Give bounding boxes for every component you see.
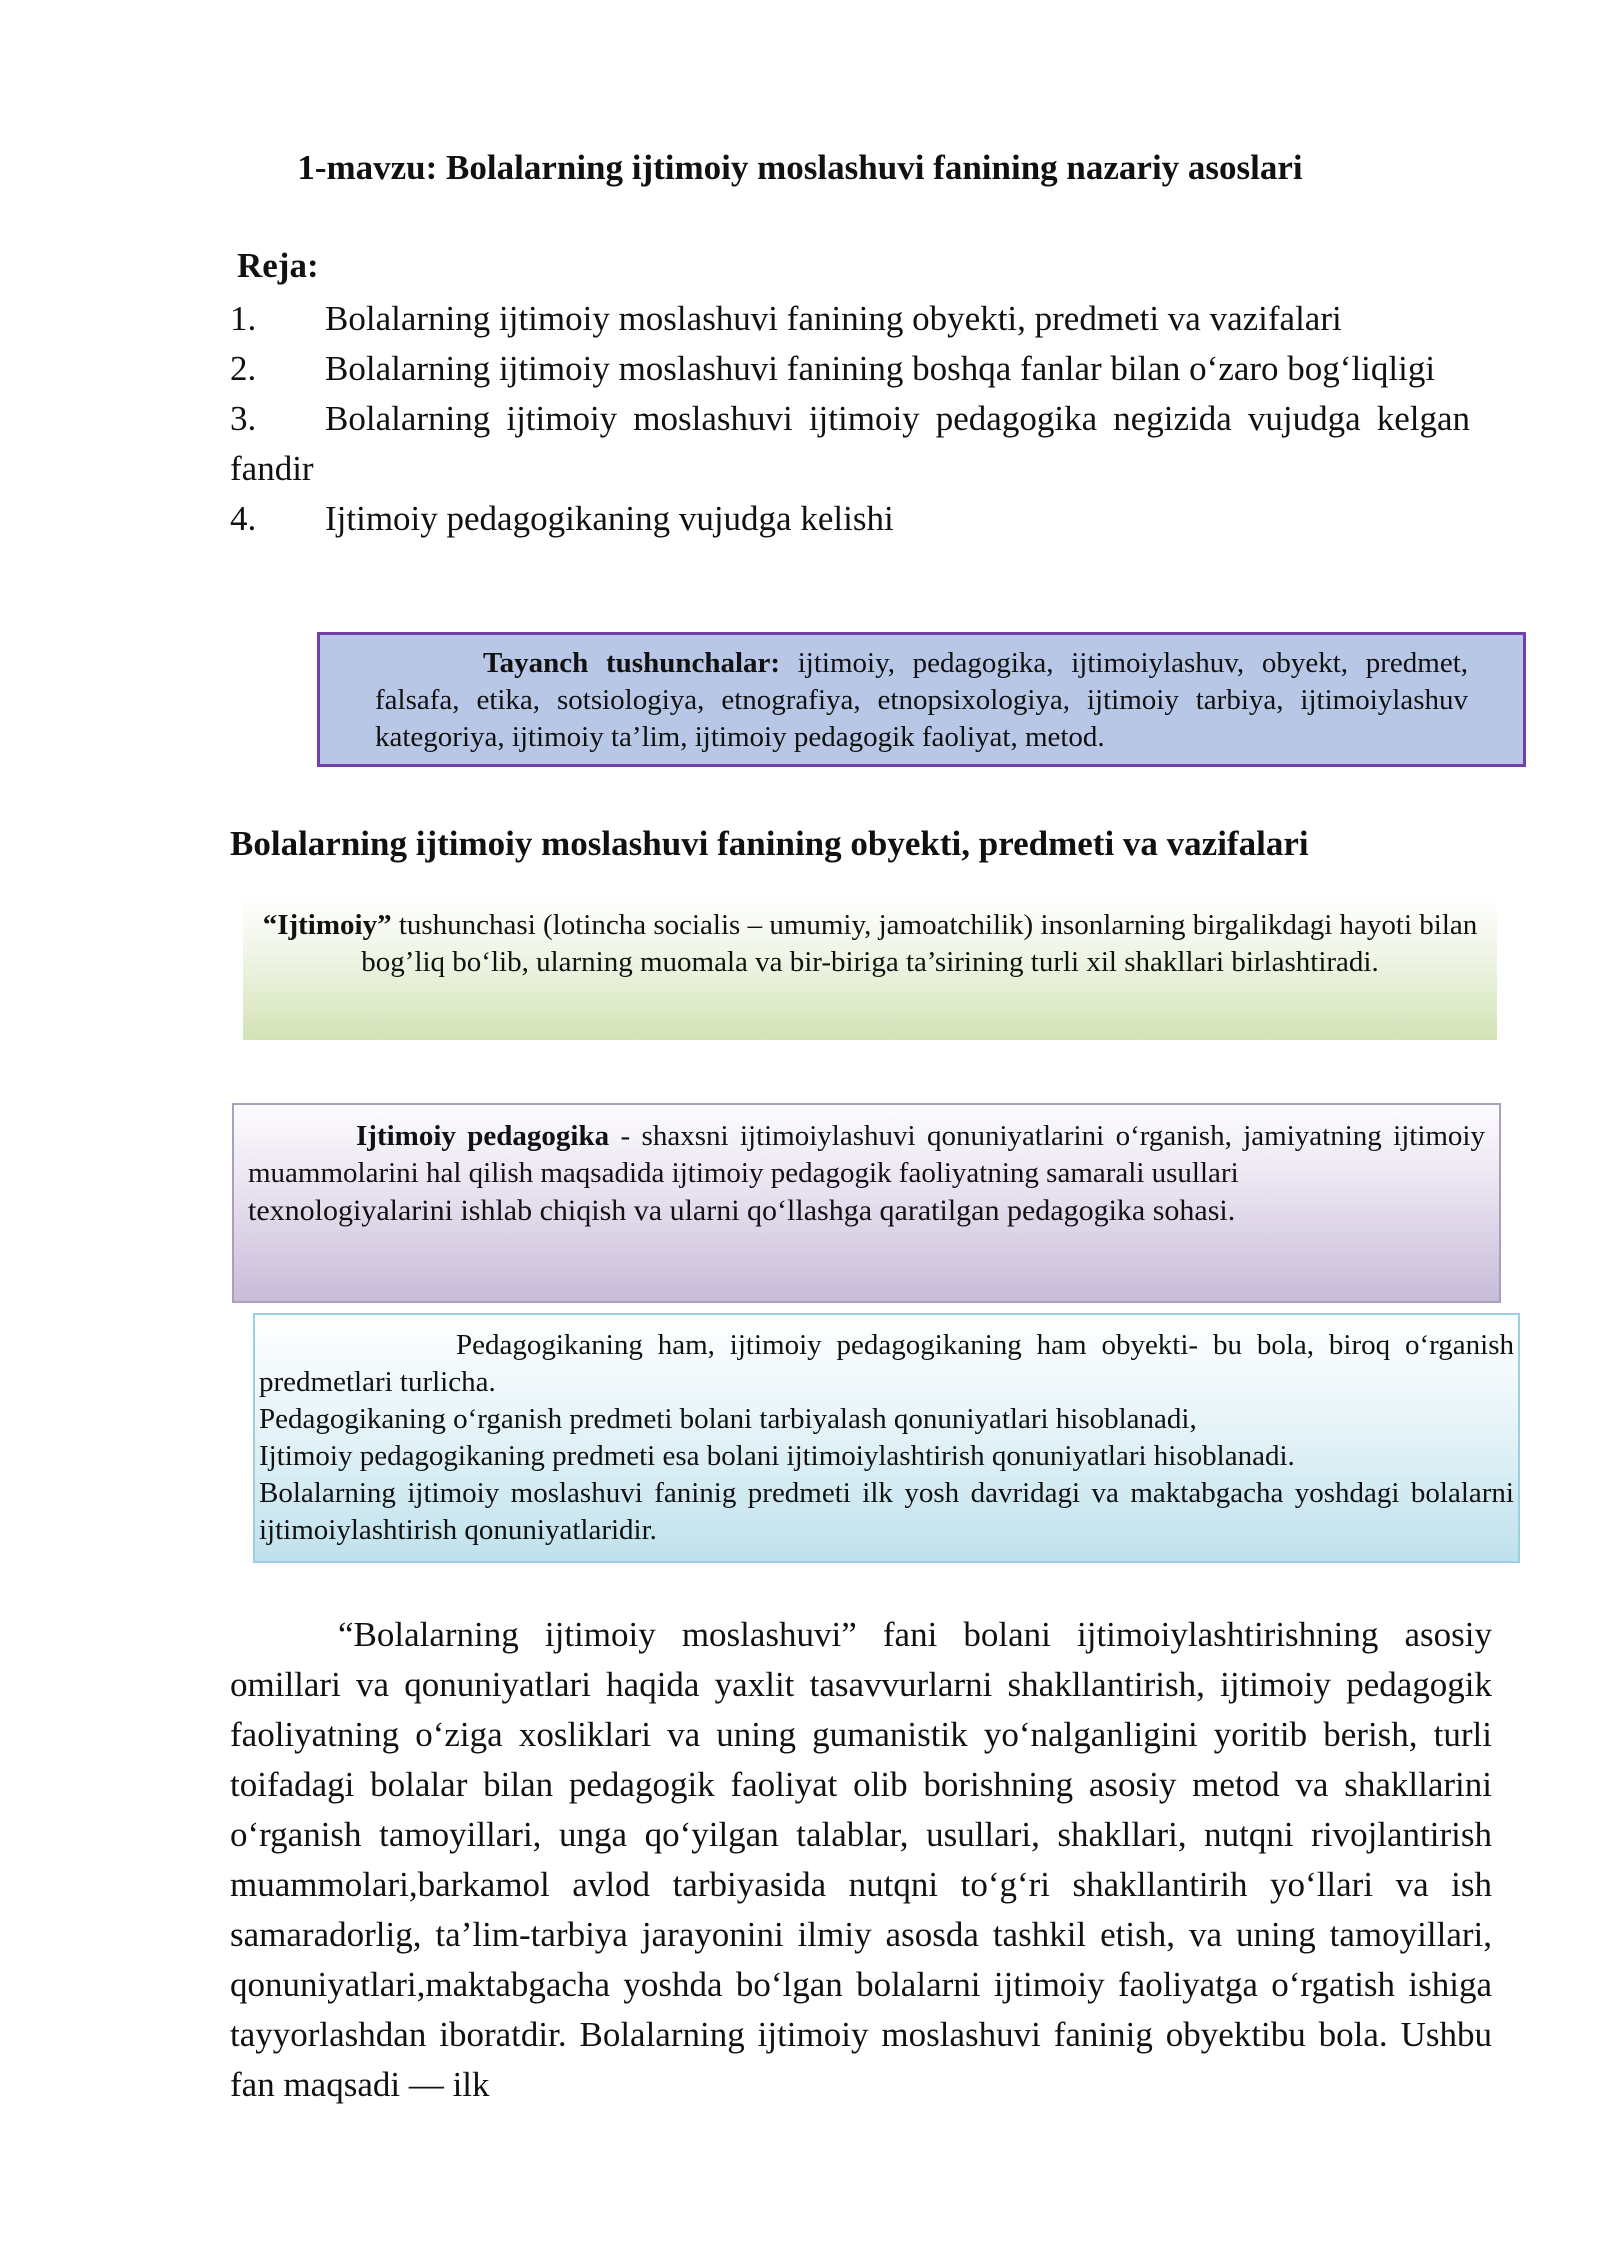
plan-item <box>230 494 1470 544</box>
pedagogika-definition-text: - shaxsni ijtimoiylashuvi qonuniyatlarini o‘rganish, jamiyatning ijtimoiy muammolarini hal qilish maqsadida ijtimoiy pedagogik faoliyatning samarali usullari <box>248 1120 1485 1189</box>
obyekt-line: Pedagogikaning o‘rganish predmeti bolani tarbiyalash qonuniyatlari hisoblanadi, <box>259 1403 1197 1435</box>
plan-item <box>230 294 1470 344</box>
plan-item-number: 3. <box>230 399 257 438</box>
key-concepts-label: Tayanch tushunchalar: <box>483 647 781 679</box>
plan-item-text: Bolalarning ijtimoiy moslashuvi fanining boshqa fanlar bilan o‘zaro bog‘liqligi <box>325 349 1436 388</box>
section-heading: Bolalarning ijtimoiy moslashuvi fanining obyekti, predmeti va vazifalari <box>230 824 1309 863</box>
pedagogika-definition-continuation: texnologiyalarini ishlab chiqish va ularni qo‘llashga qaratilgan pedagogika sohasi. <box>248 1194 1236 1227</box>
body-paragraph: “Bolalarning ijtimoiy moslashuvi” fani bolani ijtimoiylashtirishning asosiy omillari va qonuniyatlari haqida yaxlit tasavvurlarni shakllantirish, ijtimoiy pedagogik faoliyatning o‘ziga xosliklari va uning gumanistik yo‘nalganligini yoritib berish, turli toifadagi bolalar bilan pedagogik faoliyat olib borishning asosiy metod va shakllarini o‘rganish tamoyillari, unga qo‘yilgan talablar, usullari, shakllari, nutqni rivojlantirish muammolari,barkamol avlod tarbiyasida nutqni to‘g‘ri shakllantirih yo‘llari va ish samaradorlig, ta’lim-tarbiya jarayonini ilmiy asosda tashkil etish, va uning tamoyillari, qonuniyatlari,maktabgacha yoshda bo‘lgan bolalarni ijtimoiy faoliyatga o‘rgatish ishiga tayyorlashdan iboratdir. Bolalarning ijtimoiy moslashuvi faninig obyektibu bola. Ushbu fan maqsadi — ilk <box>230 1615 1492 2104</box>
plan-item-number: 2. <box>230 349 257 388</box>
obyekt-line: Pedagogikaning ham, ijtimoiy pedagogikaning ham obyekti- bu bola, biroq o‘rganish predmetlari turlicha. <box>259 1329 1514 1398</box>
plan-item-number: 4. <box>230 499 257 538</box>
key-concepts-box <box>317 632 1526 767</box>
plan-item <box>230 394 1470 494</box>
pedagogika-term: Ijtimoiy pedagogika <box>356 1120 610 1152</box>
obyekt-line: Ijtimoiy pedagogikaning predmeti esa bolani ijtimoiylashtirish qonuniyatlari hisoblanadi. <box>259 1440 1295 1472</box>
ijtimoiy-definition-text: tushunchasi (lotincha socialis – umumiy, jamoatchilik) insonlarning birgalikdagi hayoti bilan bog’liq bo‘lib, ularning muomala va bir-biriga ta’sirining turli xil shakllari birlashtiradi. <box>361 909 1478 978</box>
key-concepts-text: ijtimoiy, pedagogika, ijtimoiylashuv, obyekt, predmet, falsafa, etika, sotsiologiya, etnografiya, etnopsixologiya, ijtimoiy tarbiya, ijtimoiylashuv kategoriya, ijtimoiy ta’lim, ijtimoiy pedagogik faoliyat, metod. <box>375 647 1468 753</box>
obyekt-predmet-box <box>253 1313 1520 1563</box>
plan-list <box>230 294 1470 544</box>
plan-item-text: Bolalarning ijtimoiy moslashuvi ijtimoiy pedagogika negizida vujudga kelgan fandir <box>230 399 1470 488</box>
pedagogika-definition-box <box>232 1103 1501 1303</box>
plan-item-number: 1. <box>230 299 257 338</box>
plan-item <box>230 344 1470 394</box>
page-title: 1-mavzu: Bolalarning ijtimoiy moslashuvi fanining nazariy asoslari <box>297 148 1303 187</box>
ijtimoiy-definition-box <box>243 895 1497 1040</box>
plan-label: Reja: <box>237 246 319 285</box>
obyekt-line: Bolalarning ijtimoiy moslashuvi faninig predmeti ilk yosh davridagi va maktabgacha yoshdagi bolalarni ijtimoiylashtirish qonuniyatlaridir. <box>259 1477 1514 1546</box>
ijtimoiy-term: “Ijtimoiy” <box>262 909 392 941</box>
plan-item-text: Bolalarning ijtimoiy moslashuvi fanining obyekti, predmeti va vazifalari <box>325 299 1342 338</box>
plan-item-text: Ijtimoiy pedagogikaning vujudga kelishi <box>325 499 894 538</box>
